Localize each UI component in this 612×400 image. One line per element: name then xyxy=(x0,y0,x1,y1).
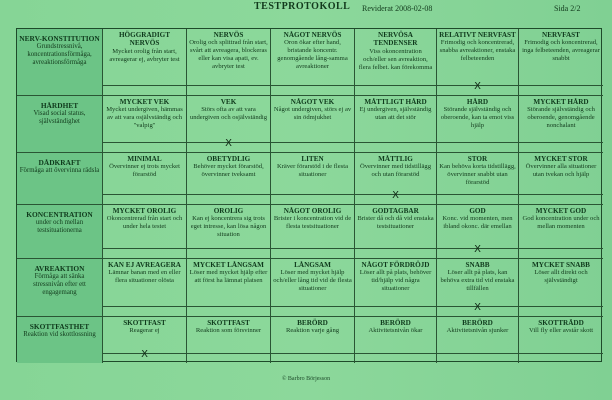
checkbox-strip[interactable] xyxy=(103,349,186,363)
rating-option-cell[interactable] xyxy=(519,96,603,153)
page-number: Sida 2/2 xyxy=(554,4,581,13)
rating-option-cell[interactable] xyxy=(271,29,355,96)
category-description: Förmåga att sänka stressnivån efter ett engagemang xyxy=(33,273,86,297)
rating-option-cell[interactable] xyxy=(519,205,603,259)
option-description: Något undergiven, störs ej av sin ödmjukhet xyxy=(273,106,352,122)
category-description: under och mellan testsituationerna xyxy=(35,219,84,235)
rating-option-cell[interactable] xyxy=(519,259,603,317)
checkbox-strip[interactable] xyxy=(519,248,603,258)
option-description: Löser med mycket hjälp och/eller lång tid vid de flesta situationer xyxy=(273,269,352,293)
category-cell xyxy=(17,29,103,96)
option-description: Kräver förarstöd i de flesta situationer xyxy=(276,163,349,179)
option-heading: NÅGOT VEK xyxy=(290,98,335,106)
category-name: NERV-KONSTITUTION xyxy=(19,34,100,43)
rating-option-cell[interactable] xyxy=(103,205,187,259)
category-cell xyxy=(17,153,103,205)
option-heading: MYCKET OROLIG xyxy=(112,207,177,215)
category-cell xyxy=(17,317,103,363)
option-description: Reaktion varje gång xyxy=(285,327,340,335)
category-description: Visad social status, självständighet xyxy=(33,110,86,126)
rating-option-cell[interactable] xyxy=(187,153,271,205)
checkbox-strip[interactable] xyxy=(519,142,603,152)
rating-option-cell[interactable] xyxy=(187,205,271,259)
option-heading: NÅGOT FÖRDRÖJD xyxy=(361,261,430,269)
option-description: Löser med mycket hjälp efter att först ha lämnat platsen xyxy=(189,269,268,285)
option-description: Orolig och splittrad från start, svårt att avreagera, blockeras eller kan visa apati, ev. avbryter test xyxy=(189,39,268,71)
option-description: Reagerar ej xyxy=(129,327,160,335)
option-heading: SKOTTRÄDD xyxy=(538,319,584,327)
rating-option-cell[interactable] xyxy=(187,96,271,153)
checkbox-strip[interactable] xyxy=(437,302,518,316)
checkbox-strip[interactable] xyxy=(355,142,436,152)
revision-date: Reviderat 2008-02-08 xyxy=(362,4,433,13)
option-description: Aktivitetsnivån sjunker xyxy=(446,327,509,335)
option-heading: OBETYDLIG xyxy=(206,155,251,163)
rating-option-cell[interactable] xyxy=(519,317,603,363)
option-heading: STOR xyxy=(467,155,488,163)
check-mark-icon: X xyxy=(474,302,481,313)
option-heading: GOD xyxy=(469,207,486,215)
rating-option-cell[interactable] xyxy=(271,317,355,363)
option-heading: MINIMAL xyxy=(127,155,162,163)
category-description: Förmåga att övervinna rädsla xyxy=(19,167,100,175)
option-heading: MÅTTLIGT HÅRD xyxy=(364,98,427,106)
option-description: Övervinner med tidstillägg och utan förarstöd xyxy=(359,163,432,179)
assessment-grid xyxy=(16,28,602,362)
option-heading: NÅGOT NERVÖS xyxy=(283,31,342,39)
rating-option-cell[interactable] xyxy=(271,259,355,317)
option-description: Mycket undergiven, hämmas av att vara osjälvständig och "valpig" xyxy=(106,106,183,130)
checkbox-strip[interactable] xyxy=(187,138,270,152)
option-heading: BERÖRD xyxy=(380,319,411,327)
option-heading: KAN EJ AVREAGERA xyxy=(108,261,181,269)
checkbox-strip[interactable] xyxy=(519,353,603,363)
checkbox-strip[interactable] xyxy=(519,85,603,95)
rating-option-cell[interactable] xyxy=(271,205,355,259)
checkbox-strip[interactable] xyxy=(437,81,518,95)
checkbox-strip[interactable] xyxy=(103,306,186,316)
option-description: Lämnar banan med en eller flera situationer olösta xyxy=(108,269,181,285)
option-heading: NERVFAST xyxy=(542,31,580,39)
copyright-footer: © Barbro Börjesson xyxy=(281,376,331,382)
option-heading: MYCKET STOR xyxy=(534,155,588,163)
check-mark-icon: X xyxy=(392,190,399,201)
rating-option-cell[interactable] xyxy=(355,153,437,205)
option-heading: MÅTTLIG xyxy=(378,155,413,163)
checkbox-strip[interactable] xyxy=(355,248,436,258)
option-description: Störande självständig och oberoende, genomgående nonchalant xyxy=(527,106,595,130)
option-description: Reaktion som försvinner xyxy=(195,327,262,335)
option-description: Brister i koncentration vid de flesta testsituationer xyxy=(273,215,352,231)
option-heading: RELATIVT NERVFAST xyxy=(439,31,516,39)
check-mark-icon: X xyxy=(474,81,481,92)
option-heading: MYCKET HÅRD xyxy=(533,98,589,106)
option-heading: VEK xyxy=(220,98,237,106)
rating-option-cell[interactable] xyxy=(519,153,603,205)
option-heading: GODTAGBAR xyxy=(372,207,419,215)
option-description: Okoncentrerad från start och under hela testet xyxy=(106,215,183,231)
option-description: Övervinner alla situationer utan tvekan och hjälp xyxy=(525,163,597,179)
option-heading: NERVÖSA TENDENSER xyxy=(373,31,418,48)
option-description: Löser allt på plats, behöver tid/hjälp vid några situationer xyxy=(359,269,432,293)
category-name: HÅRDHET xyxy=(40,101,79,110)
rating-option-cell[interactable] xyxy=(437,317,519,363)
option-description: Kan ej koncentrera sig trots eget intresse, kan lösa någon situation xyxy=(190,215,267,239)
rating-option-cell[interactable] xyxy=(437,259,519,317)
check-mark-icon: X xyxy=(225,138,232,149)
category-cell xyxy=(17,96,103,153)
rating-option-cell[interactable] xyxy=(187,259,271,317)
rating-option-cell[interactable] xyxy=(103,259,187,317)
option-description: God koncentration under och mellan momenten xyxy=(522,215,600,231)
option-description: Brister då och då vid enstaka testsituationer xyxy=(357,215,434,231)
checkbox-strip[interactable] xyxy=(355,306,436,316)
checkbox-strip[interactable] xyxy=(519,194,603,204)
option-heading: SKOTTFAST xyxy=(207,319,250,327)
option-description: Mycket orolig från start, avreagerar ej, avbryter test xyxy=(109,47,180,63)
option-heading: NÅGOT OROLIG xyxy=(283,207,342,215)
page-title: TESTPROTOKOLL xyxy=(254,1,351,12)
checkbox-strip[interactable] xyxy=(271,248,354,258)
check-mark-icon: X xyxy=(141,349,148,360)
option-description: Störande självständig och oberoende, kan ta emot viss hjälp xyxy=(440,106,515,130)
rating-option-cell[interactable] xyxy=(187,317,271,363)
category-name: AVREAKTION xyxy=(34,264,85,273)
option-description: Kan behöva korta tidstillägg, övervinner snabbt utan förarstöd xyxy=(439,163,516,187)
category-cell xyxy=(17,259,103,317)
checkbox-strip[interactable] xyxy=(437,353,518,363)
rating-option-cell[interactable] xyxy=(437,96,519,153)
checkbox-strip[interactable] xyxy=(187,85,270,95)
option-heading: SNABB xyxy=(465,261,490,269)
category-description: Grundstressnivå, koncentrationsförmåga, avreaktionsförmåga xyxy=(27,43,92,67)
category-name: DÅDKRAFT xyxy=(38,158,81,167)
checkbox-strip[interactable] xyxy=(519,306,603,316)
rating-option-cell[interactable] xyxy=(271,96,355,153)
checkbox-strip[interactable] xyxy=(437,194,518,204)
option-description: Konc. vid momenten, men ibland okonc. där emellan xyxy=(442,215,513,231)
checkbox-strip[interactable] xyxy=(187,306,270,316)
option-description: Löser allt direkt och självständigt xyxy=(534,269,588,285)
check-mark-icon: X xyxy=(474,244,481,255)
rating-option-cell[interactable] xyxy=(355,317,437,363)
checkbox-strip[interactable] xyxy=(355,190,436,204)
option-heading: MYCKET VEK xyxy=(119,98,170,106)
checkbox-strip[interactable] xyxy=(437,142,518,152)
checkbox-strip[interactable] xyxy=(271,194,354,204)
checkbox-strip[interactable] xyxy=(437,244,518,258)
rating-option-cell[interactable] xyxy=(187,29,271,96)
rating-option-cell[interactable] xyxy=(519,29,603,96)
option-description: Löser allt på plats, kan behöva extra tid vid enstaka tillfällen xyxy=(440,269,515,293)
checkbox-strip[interactable] xyxy=(271,353,354,363)
option-heading: MYCKET LÅNGSAM xyxy=(193,261,264,269)
checkbox-strip[interactable] xyxy=(271,85,354,95)
option-heading: SKOTTFAST xyxy=(123,319,166,327)
option-description: Frimodig och koncentrerad, inga felbeteenden, avreagerar snabbt xyxy=(522,39,600,63)
category-description: Reaktion vid skottlossning xyxy=(23,331,96,339)
option-description: Ej undergiven, självständig utan att det stör xyxy=(359,106,432,122)
rating-option-cell[interactable] xyxy=(355,96,437,153)
checkbox-strip[interactable] xyxy=(103,194,186,204)
option-heading: BERÖRD xyxy=(297,319,328,327)
checkbox-strip[interactable] xyxy=(355,353,436,363)
rating-option-cell[interactable] xyxy=(355,29,437,96)
rating-option-cell[interactable] xyxy=(103,153,187,205)
checkbox-strip[interactable] xyxy=(355,85,436,95)
option-heading: HÖGGRADIGT NERVÖS xyxy=(118,31,171,48)
rating-option-cell[interactable] xyxy=(437,153,519,205)
option-description: Aktivitetsnivån ökar xyxy=(368,327,423,335)
checkbox-strip[interactable] xyxy=(271,142,354,152)
checkbox-strip[interactable] xyxy=(187,248,270,258)
option-heading: OROLIG xyxy=(213,207,244,215)
option-heading: NERVÖS xyxy=(213,31,244,39)
option-description: Oron ökar efter hand, bristande koncentr. genomgående lång-samma avreaktioner xyxy=(277,39,348,71)
category-name: KONCENTRATION xyxy=(26,210,93,219)
category-name: SKOTTFASTHET xyxy=(29,322,90,331)
checkbox-strip[interactable] xyxy=(271,306,354,316)
option-heading: MYCKET SNABB xyxy=(532,261,590,269)
rating-option-cell[interactable] xyxy=(355,205,437,259)
rating-option-cell[interactable] xyxy=(103,317,187,363)
checkbox-strip[interactable] xyxy=(103,85,186,95)
category-cell xyxy=(17,205,103,259)
option-description: Störs ofta av att vara undergiven och osjälvständig xyxy=(189,106,268,122)
checkbox-strip[interactable] xyxy=(187,194,270,204)
rating-option-cell[interactable] xyxy=(103,96,187,153)
rating-option-cell[interactable] xyxy=(271,153,355,205)
rating-option-cell[interactable] xyxy=(437,205,519,259)
option-description: Viss okoncentration och/eller sen avreaktion, flera felbet. kan förekomma xyxy=(358,47,433,71)
option-description: Vill fly eller avstår skott xyxy=(528,327,594,335)
option-heading: LÅNGSAM xyxy=(294,261,331,269)
checkbox-strip[interactable] xyxy=(187,353,270,363)
checkbox-strip[interactable] xyxy=(103,248,186,258)
option-heading: LITEN xyxy=(301,155,324,163)
option-heading: MYCKET GOD xyxy=(535,207,587,215)
rating-option-cell[interactable] xyxy=(355,259,437,317)
option-description: Frimodig och koncentrerad, snabba avreaktioner, enstaka felbeteenden xyxy=(439,39,516,63)
option-description: Behöver mycket förarstöd, övervinner tveksamt xyxy=(193,163,264,179)
page-header xyxy=(150,1,590,16)
rating-option-cell[interactable] xyxy=(437,29,519,96)
option-heading: HÅRD xyxy=(466,98,489,106)
rating-option-cell[interactable] xyxy=(103,29,187,96)
option-heading: BERÖRD xyxy=(462,319,493,327)
checkbox-strip[interactable] xyxy=(103,142,186,152)
option-description: Övervinner ej trots mycket förarstöd xyxy=(109,163,180,179)
